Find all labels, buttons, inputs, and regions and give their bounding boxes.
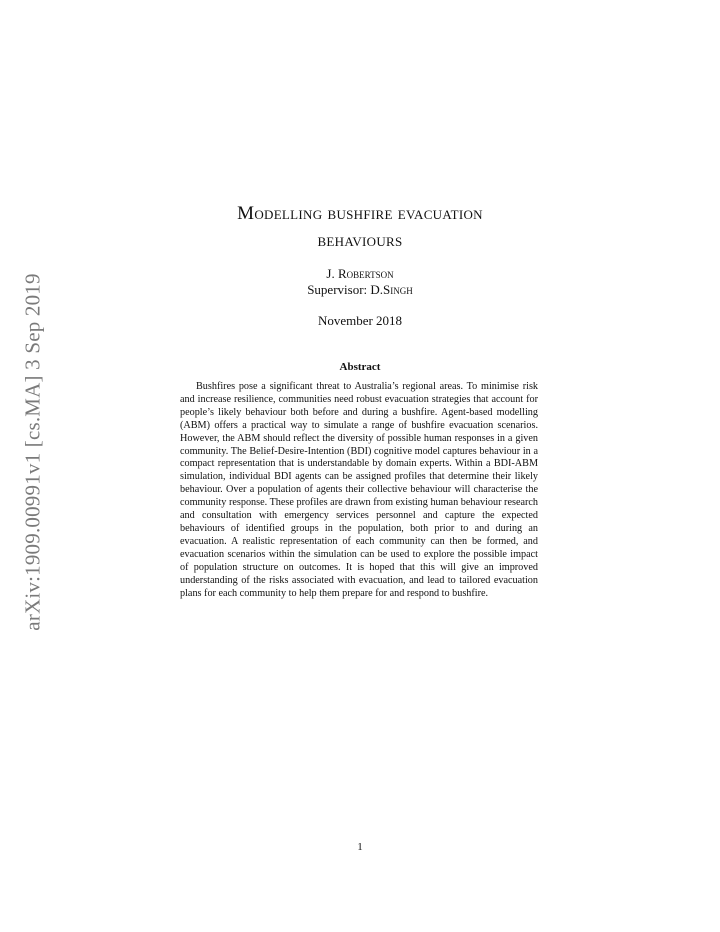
author-surname: Robertson [337, 266, 394, 281]
paper-title-line-2: behaviours [317, 230, 403, 251]
abstract-body: Bushfires pose a significant threat to Australia’s regional areas. To minimise risk and increase resilience, communities need robust evacuation strategies that account for people’s likely behaviour both before and during a bushfire. Agent-based modelling (ABM) offers a practical way to simulate a range of bushfire evacuation scenarios. However, the ABM should reflect the diversity of possible human responses in a given community. The Belief-Desire-Intention (BDI) cognitive model captures behaviour in a compact representation that is understandable by domain experts. Within a BDI-ABM simulation, individual BDI agents can be assigned profiles that determine their likely behaviour. Over a population of agents their collective behaviour will characterise the community response. These profiles are drawn from existing human behaviour research and consultation with emergency services personnel and capture the expected behaviours of identified groups in the population, both prior to and during an evacuation. A realistic representation of each community can then be formed, and evacuation scenarios within the simulation can be used to explore the possible impact of population structure on outcomes. It is hoped that this will give an improved understanding of the risks associated with evacuation, and lead to tailored evacuation plans for each community to help them prepare for and respond to bushfire. [180, 381, 538, 599]
supervisor-label: Supervisor: D. [307, 282, 384, 297]
author-name [0, 266, 720, 282]
paper-title [0, 200, 720, 254]
author-block [0, 266, 720, 298]
arxiv-identifier-stamp: arXiv:1909.00991v1 [cs.MA] 3 Sep 2019 [20, 273, 45, 631]
supervisor-line [0, 282, 720, 298]
paper-date: November 2018 [317, 313, 403, 328]
abstract-heading: Abstract [339, 361, 381, 373]
paper-title-line-1: Modelling bushfire evacuation [237, 203, 483, 224]
supervisor-surname: Singh [383, 282, 413, 297]
author-initial: J. [326, 266, 338, 281]
page-number: 1 [357, 841, 363, 853]
